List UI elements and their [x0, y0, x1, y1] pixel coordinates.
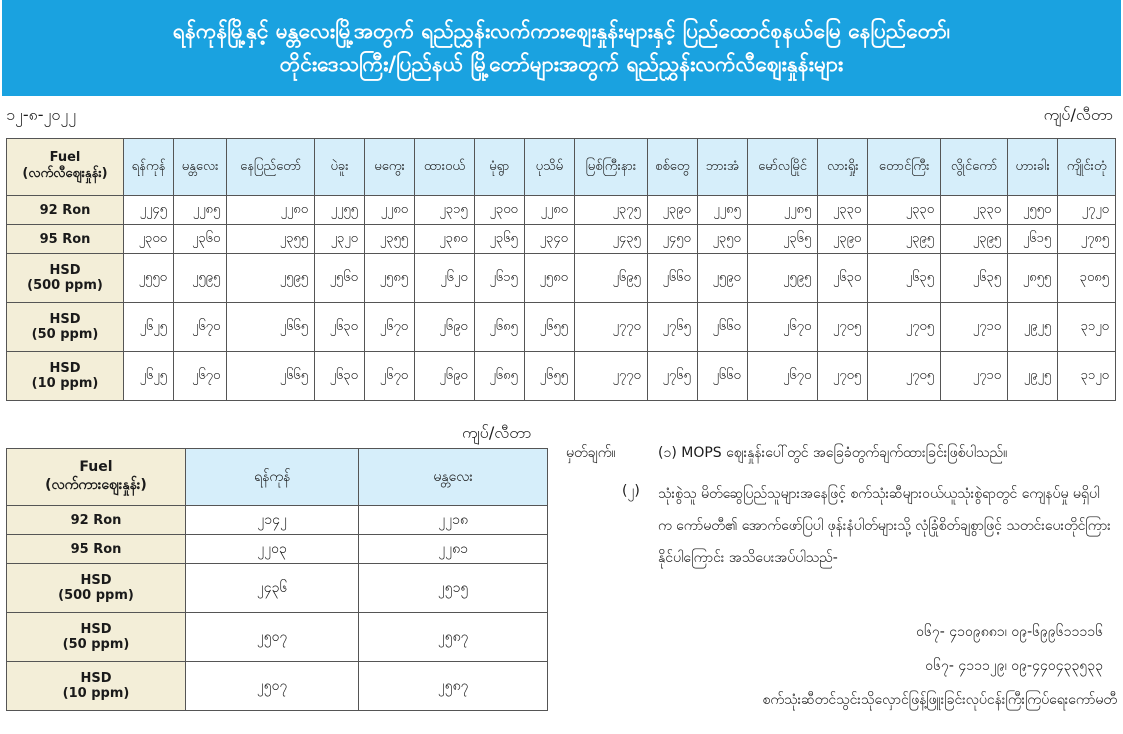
price-cell: ၂၂၈၁ [359, 535, 548, 564]
price-cell: ၂၆၇၀ [173, 352, 226, 401]
fuel-type-label: HSD [80, 622, 112, 637]
price-cell: ၂၆၆၀ [697, 303, 747, 352]
fuel-type-label: HSD [49, 263, 81, 278]
price-cell: ၂၄၃၆ [186, 564, 359, 613]
price-cell: ၂၃၉၅ [868, 225, 941, 254]
price-cell: ၂၆၇၀ [747, 352, 818, 401]
fuel-type-label: 92 Ron [39, 202, 91, 218]
price-cell: ၂၃၃၀ [868, 196, 941, 225]
price-cell: ၂၆၈၅ [474, 303, 524, 352]
fuel-type-label: HSD [80, 671, 112, 686]
city-column-header: ပဲခူး [315, 139, 365, 196]
table-row [7, 564, 548, 613]
fuel-type-cell [7, 196, 124, 225]
wholesale-price-table [6, 448, 548, 711]
price-cell: ၃၀၈၅ [1058, 254, 1116, 303]
city-column-header: လားရှိုး [818, 139, 868, 196]
price-cell: ၂၄၅၀ [647, 225, 697, 254]
price-cell: ၂၆၆၅ [227, 303, 315, 352]
fuel-type-label: 95 Ron [70, 541, 122, 557]
price-cell: ၃၁၂၀ [1058, 352, 1116, 401]
price-cell: ၂၆၉၀ [415, 352, 475, 401]
price-cell: ၂၂၀၃ [186, 535, 359, 564]
city-column-header: ထားဝယ် [415, 139, 475, 196]
note-1-number: (၁) [658, 445, 677, 461]
price-cell: ၂၇၂၀ [1058, 196, 1116, 225]
announcement-date: ၁၂-၈-၂၀၂၂ [6, 105, 77, 124]
header-banner [2, 0, 1121, 96]
price-cell: ၂၆၆၀ [697, 352, 747, 401]
city-column-header: လွိုင်ကော် [941, 139, 1008, 196]
price-cell: ၂၃၃၀ [941, 196, 1008, 225]
price-cell: ၂၇၈၅ [1058, 225, 1116, 254]
city-column-header: မုံရွာ [474, 139, 524, 196]
price-cell: ၂၆၅၅ [524, 303, 574, 352]
fuel-type-cell [7, 506, 186, 535]
table-row [7, 303, 1116, 352]
price-cell: ၂၅၉၀ [697, 254, 747, 303]
fuel-type-cell [7, 352, 124, 401]
price-cell: ၂၆၃၅ [868, 254, 941, 303]
price-cell: ၂၆၃၀ [818, 254, 868, 303]
price-cell: ၂၅၆၀ [315, 254, 365, 303]
fuel-header-sublabel: (လက်လီဈေးနှုန်း) [22, 166, 108, 181]
fuel-type-cell [7, 225, 124, 254]
price-cell: ၂၂၈၅ [697, 196, 747, 225]
price-cell: ၂၅၈၅ [364, 254, 414, 303]
note-2 [622, 478, 1112, 574]
fuel-type-sublabel: (10 ppm) [62, 686, 130, 701]
price-cell: ၂၂၄၅ [124, 196, 174, 225]
banner-title-line-1: ရန်ကုန်မြို့နှင့် မန္တလေးမြို့အတွက် ရည်ညွှန်းလက်ကားဈေးနှုန်းများနှင့် ပြည်ထောင်စုနယ်မြေ နေပြည်တော်၊ [172, 18, 951, 43]
fuel-type-cell [7, 613, 186, 662]
city-column-header: မန္တလေး [359, 449, 548, 506]
city-column-header: ရန်ကုန် [186, 449, 359, 506]
price-cell: ၂၆၃၀ [315, 303, 365, 352]
table-row [7, 506, 548, 535]
price-cell: ၂၆၃၀ [315, 352, 365, 401]
phone-number-2: ၀၆၇- ၄၁၁၁၂၉၊ ၀၉-၄၄၀၄၃၃၅၃၃ [925, 658, 1103, 674]
city-column-header: ပုသိမ် [524, 139, 574, 196]
price-cell: ၂၂၈၅ [747, 196, 818, 225]
fuel-type-sublabel: (50 ppm) [62, 637, 130, 652]
city-column-header: နေပြည်တော် [227, 139, 315, 196]
price-cell: ၂၅၁၅ [359, 564, 548, 613]
note-2-text: သုံးစွဲသူ မိတ်ဆွေပြည်သူများအနေဖြင့် စက်သုံးဆီများဝယ်ယူသုံးစွဲရာတွင် ကျေနပ်မှု မရှိပါက ကော်မတီ၏ အောက်ဖော်ပြပါ ဖုန်းနံပါတ်များသို့ လုံခြုံစိတ်ချစွာဖြင့် သတင်းပေးတိုင်ကြားနိုင်ပါကြောင်း အသိပေးအပ်ပါသည်- [658, 486, 1111, 566]
price-cell: ၂၇၀၅ [868, 303, 941, 352]
city-column-header: ရန်ကုန် [124, 139, 174, 196]
price-cell: ၂၅၅၀ [124, 254, 174, 303]
price-cell: ၂၃၃၀ [818, 196, 868, 225]
price-cell: ၂၆၅၅ [524, 352, 574, 401]
city-column-header: တောင်ကြီး [868, 139, 941, 196]
table-row [7, 662, 548, 711]
fuel-column-header [7, 139, 124, 196]
fuel-type-sublabel: (500 ppm) [58, 588, 134, 603]
table-row [7, 613, 548, 662]
price-cell: ၂၃၂၀ [315, 225, 365, 254]
note-1-text: MOPS ဈေးနှုန်းပေါ်တွင် အခြေခံတွက်ချက်ထားခြင်းဖြစ်ပါသည်။ [681, 445, 1008, 461]
price-cell: ၂၃၈၀ [415, 225, 475, 254]
phone-number-1: ၀၆၇- ၄၁၀၉၈၈၁၊ ၀၉-၆၉၉၆၁၁၁၁၆ [916, 624, 1103, 640]
table-row [7, 535, 548, 564]
fuel-header-label: Fuel [79, 458, 113, 475]
fuel-header-sublabel: (လက်ကားဈေးနှုန်း) [45, 476, 147, 493]
price-cell: ၂၃၄၀ [524, 225, 574, 254]
city-column-header: မြစ်ကြီးနား [574, 139, 647, 196]
note-2-number: (၂) [622, 483, 640, 499]
table-row [7, 352, 1116, 401]
committee-signature: စက်သုံးဆီတင်သွင်းသိုလှောင်ဖြန့်ဖြူးခြင်းလုပ်ငန်းကြီးကြပ်ရေးကော်မတီ [762, 692, 1117, 708]
price-cell: ၂၆၇၀ [364, 352, 414, 401]
fuel-header-label: Fuel [49, 150, 81, 165]
fuel-type-cell [7, 662, 186, 711]
price-cell: ၂၅၈၇ [359, 662, 548, 711]
price-cell: ၃၁၂၀ [1058, 303, 1116, 352]
price-cell: ၂၃၀၀ [124, 225, 174, 254]
table-row [7, 225, 1116, 254]
price-cell: ၂၂၅၅ [315, 196, 365, 225]
table-row [7, 254, 1116, 303]
price-cell: ၂၉၂၅ [1008, 303, 1058, 352]
price-cell: ၂၆၂၀ [415, 254, 475, 303]
fuel-type-cell [7, 303, 124, 352]
price-cell: ၂၈၅၅ [1008, 254, 1058, 303]
unit-label-wholesale: ကျပ်/လီတာ [462, 423, 532, 442]
city-column-header: မန္တလေး [173, 139, 226, 196]
price-cell: ၂၆၁၅ [1008, 225, 1058, 254]
price-cell: ၂၅၅၀ [1008, 196, 1058, 225]
price-cell: ၂၃၅၅ [364, 225, 414, 254]
price-cell: ၂၆၆၅ [227, 352, 315, 401]
price-cell: ၂၃၆၅ [747, 225, 818, 254]
price-cell: ၂၃၆၅ [474, 225, 524, 254]
fuel-type-cell [7, 564, 186, 613]
price-cell: ၂၆၈၅ [474, 352, 524, 401]
price-cell: ၂၆၂၅ [124, 352, 174, 401]
price-cell: ၂၇၆၅ [647, 303, 697, 352]
price-cell: ၂၉၂၅ [1008, 352, 1058, 401]
price-cell: ၂၁၄၂ [186, 506, 359, 535]
price-cell: ၂၃၇၅ [574, 196, 647, 225]
price-cell: ၂၇၀၅ [868, 352, 941, 401]
fuel-type-sublabel: (10 ppm) [31, 376, 99, 391]
fuel-type-label: HSD [49, 361, 81, 376]
price-cell: ၂၇၁၀ [941, 303, 1008, 352]
price-cell: ၂၅၀၇ [186, 662, 359, 711]
price-cell: ၂၂၈၅ [173, 196, 226, 225]
city-column-header: ဘားအံ [697, 139, 747, 196]
city-column-header: ဟားခါး [1008, 139, 1058, 196]
price-cell: ၂၆၇၀ [173, 303, 226, 352]
fuel-type-cell [7, 254, 124, 303]
price-cell: ၂၅၉၅ [173, 254, 226, 303]
city-column-header: မော်လမြိုင် [747, 139, 818, 196]
banner-title-line-2: တိုင်းဒေသကြီး/ပြည်နယ် မြို့တော်များအတွက် ရည်ညွှန်းလက်လီဈေးနှုန်းများ [279, 52, 844, 76]
price-cell: ၂၂၈၀ [364, 196, 414, 225]
fuel-type-sublabel: (50 ppm) [31, 327, 99, 342]
price-cell: ၂၅၉၅ [747, 254, 818, 303]
price-cell: ၂၇၀၅ [818, 352, 868, 401]
note-1 [566, 440, 1007, 466]
fuel-type-label: 92 Ron [70, 512, 122, 528]
price-cell: ၂၆၉၀ [415, 303, 475, 352]
price-cell: ၂၃၀၀ [474, 196, 524, 225]
fuel-type-label: 95 Ron [39, 231, 91, 247]
city-column-header: ကျိုင်းတုံ [1058, 139, 1116, 196]
price-cell: ၂၃၉၅ [941, 225, 1008, 254]
price-cell: ၂၄၃၅ [574, 225, 647, 254]
price-cell: ၂၂၈၀ [227, 196, 315, 225]
price-cell: ၂၆၃၅ [941, 254, 1008, 303]
price-cell: ၂၃၉၀ [818, 225, 868, 254]
fuel-type-label: HSD [80, 573, 112, 588]
table-row [7, 196, 1116, 225]
price-cell: ၂၇၆၅ [647, 352, 697, 401]
fuel-column-header [7, 449, 186, 506]
price-cell: ၂၃၆၀ [173, 225, 226, 254]
price-cell: ၂၇၇၀ [574, 303, 647, 352]
fuel-type-sublabel: (500 ppm) [27, 278, 103, 293]
price-cell: ၂၅၀၇ [186, 613, 359, 662]
price-cell: ၂၇၁၀ [941, 352, 1008, 401]
price-cell: ၂၆၂၅ [124, 303, 174, 352]
price-cell: ၂၃၅၅ [227, 225, 315, 254]
city-column-header: စစ်တွေ [647, 139, 697, 196]
price-cell: ၂၇၇၀ [574, 352, 647, 401]
price-cell: ၂၃၅၀ [697, 225, 747, 254]
price-cell: ၂၆၇၀ [747, 303, 818, 352]
price-cell: ၂၆၁၅ [474, 254, 524, 303]
price-cell: ၂၃၉၀ [647, 196, 697, 225]
fuel-type-cell [7, 535, 186, 564]
price-cell: ၂၅၉၅ [227, 254, 315, 303]
retail-price-table [6, 138, 1116, 401]
unit-label-retail: ကျပ်/လီတာ [1043, 105, 1113, 124]
price-cell: ၂၅၈၇ [359, 613, 548, 662]
price-cell: ၂၇၀၅ [818, 303, 868, 352]
price-cell: ၂၂၁၈ [359, 506, 548, 535]
fuel-type-label: HSD [49, 312, 81, 327]
price-cell: ၂၂၈၀ [524, 196, 574, 225]
city-column-header: မကွေး [364, 139, 414, 196]
price-cell: ၂၅၈၀ [524, 254, 574, 303]
notes-title: မှတ်ချက်။ [566, 445, 616, 461]
price-cell: ၂၆၉၅ [574, 254, 647, 303]
price-cell: ၂၆၆၀ [647, 254, 697, 303]
price-cell: ၂၆၇၀ [364, 303, 414, 352]
price-cell: ၂၃၁၅ [415, 196, 475, 225]
